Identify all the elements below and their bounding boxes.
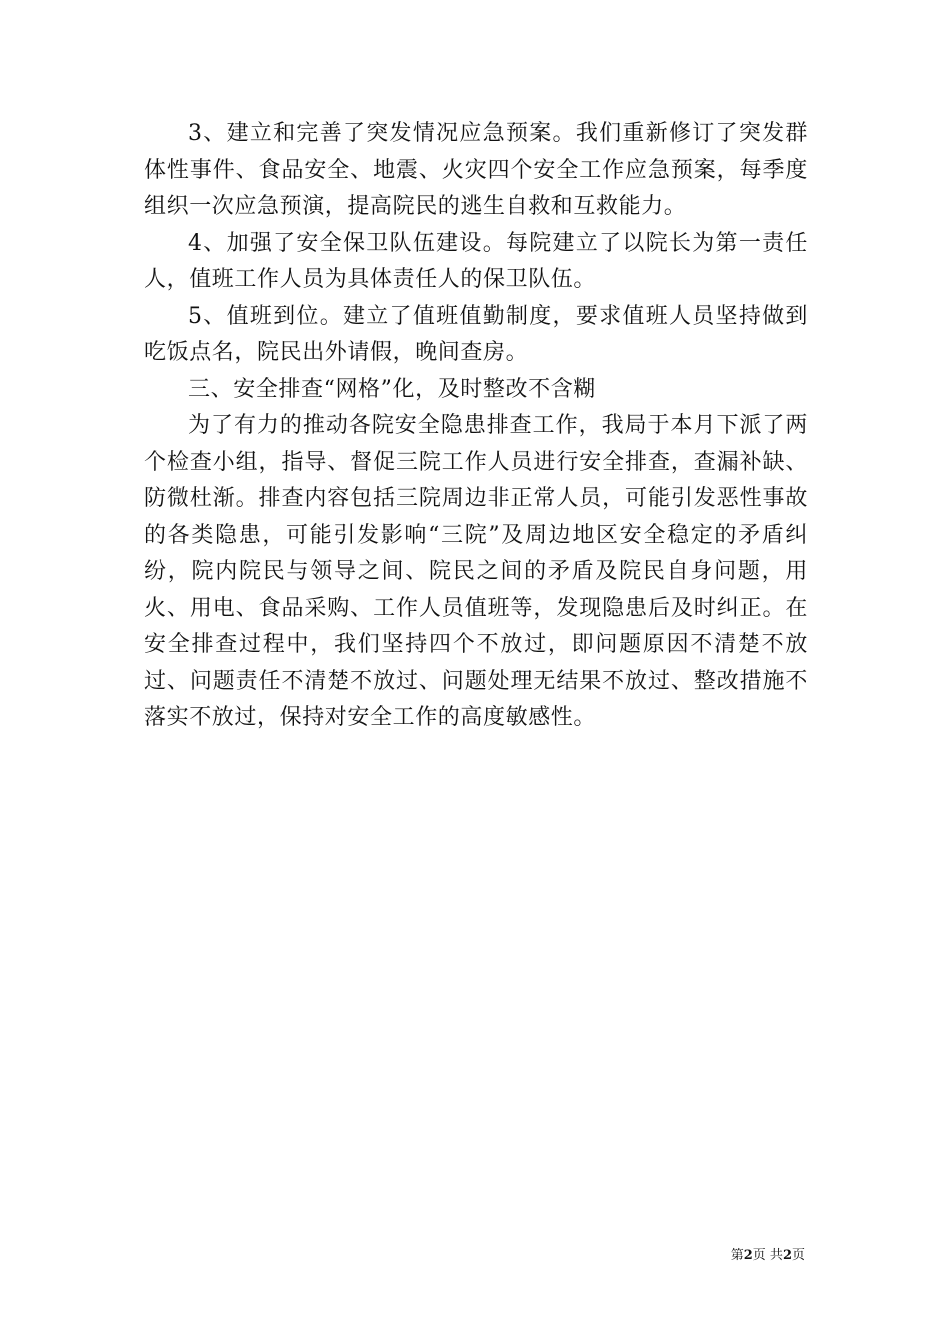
page-number-footer bbox=[731, 1248, 805, 1264]
footer-prefix: 第 bbox=[730, 1248, 744, 1263]
paragraph-item-3: 3、建立和完善了突发情况应急预案。我们重新修订了突发群体性事件、食品安全、地震、火灾四个安全工作应急预案，每季度组织一次应急预演，提高院民的逃生自救和互救能力。 bbox=[144, 121, 808, 219]
footer-middle: 页 共 bbox=[752, 1248, 783, 1263]
paragraph-item-4: 4、加强了安全保卫队伍建设。每院建立了以院长为第一责任人，值班工作人员为具体责任人的保卫队伍。 bbox=[144, 230, 808, 292]
section-heading: 三、安全排查“网格”化，及时整改不含糊 bbox=[188, 376, 596, 402]
document-body bbox=[144, 116, 808, 737]
paragraph-item-5: 5、值班到位。建立了值班值勤制度，要求值班人员坚持做到吃饭点名，院民出外请假，晚间查房。 bbox=[144, 303, 808, 365]
footer-current-page: 2 bbox=[743, 1248, 753, 1263]
footer-total-pages: 2 bbox=[782, 1248, 792, 1263]
footer-suffix: 页 bbox=[791, 1248, 805, 1263]
paragraph-body: 为了有力的推动各院安全隐患排查工作，我局于本月下派了两个检查小组，指导、督促三院工作人员进行安全排查，查漏补缺、防微杜渐。排查内容包括三院周边非正常人员，可能引发恶性事故的各类隐患，可能引发影响“三院”及周边地区安全稳定的矛盾纠纷，院内院民与领导之间、院民之间的矛盾及院民自身问题，用火、用电、食品采购、工作人员值班等，发现隐患后及时纠正。在安全排查过程中，我们坚持四个不放过，即问题原因不清楚不放过、问题责任不清楚不放过、问题处理无结果不放过、整改措施不落实不放过，保持对安全工作的高度敏感性。 bbox=[144, 413, 808, 730]
